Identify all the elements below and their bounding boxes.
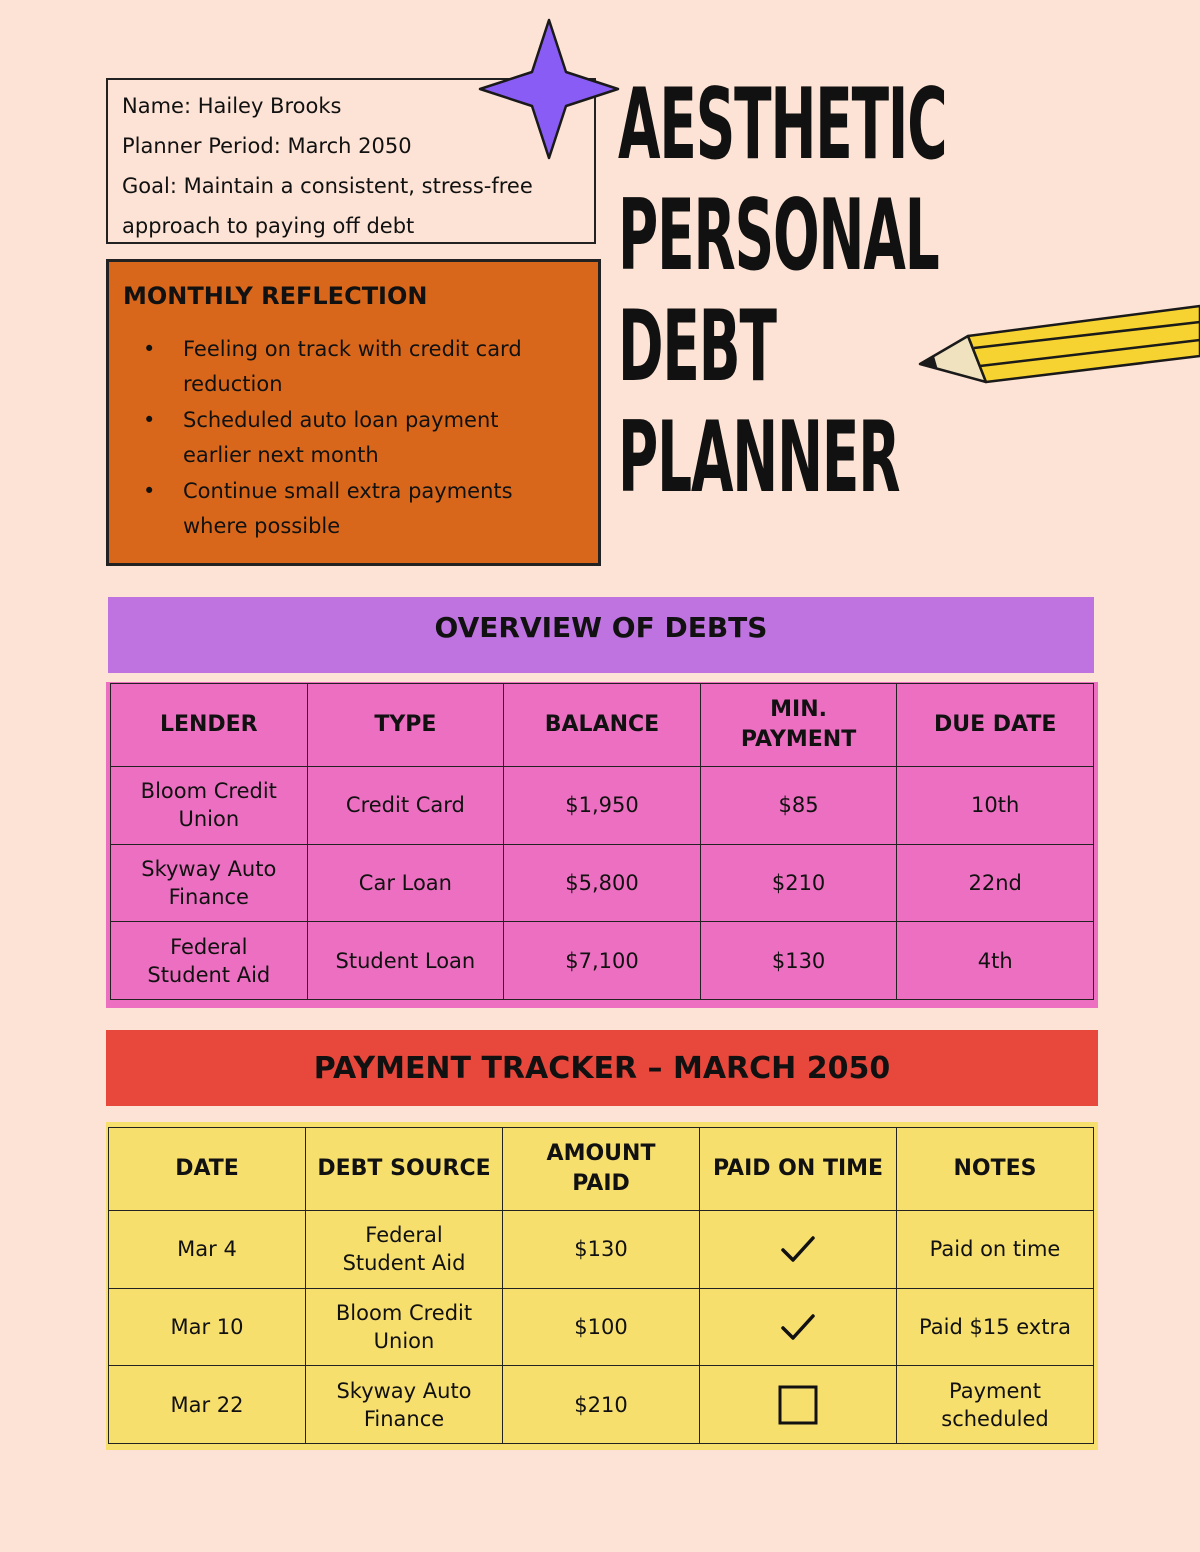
cell-notes-line-1: Paid on time [929,1237,1061,1262]
cell-paid-on-time [700,1366,897,1444]
cell-notes [897,1288,1094,1366]
cell-due-date: 10th [897,767,1094,845]
cell-source-line-2: Finance [363,1406,445,1431]
table-row [111,844,1094,922]
cell-balance: $1,950 [504,767,701,845]
title-line-1: AESTHETIC [618,68,947,182]
cell-source-line-1: Bloom Credit [335,1301,473,1326]
reflection-item [123,403,584,473]
cell-notes [897,1211,1094,1289]
pencil-icon [916,300,1200,392]
header-lender: LENDER [111,684,308,767]
header-type: TYPE [307,684,504,767]
cell-type: Credit Card [307,767,504,845]
planner-goal-line-2: approach to paying off debt [122,214,415,238]
cell-debt-source [306,1211,503,1289]
cell-notes-line-1: Paid $15 extra [919,1315,1071,1340]
cell-balance: $5,800 [504,844,701,922]
cell-source-line-1: Skyway Auto [336,1378,472,1403]
table-header-row [109,1128,1094,1211]
cell-source-line-2: Student Aid [342,1251,466,1276]
empty-checkbox-icon [706,1385,890,1425]
cell-debt-source [306,1366,503,1444]
bullet: • [143,479,156,503]
header-amount-paid [503,1128,700,1211]
cell-date: Mar 4 [109,1211,306,1289]
header-amount-line-1: AMOUNT [546,1141,656,1167]
table-row [109,1288,1094,1366]
cell-notes-line-2: scheduled [941,1406,1049,1431]
cell-due-date: 4th [897,922,1094,1000]
header-balance: BALANCE [504,684,701,767]
cell-amount: $210 [503,1366,700,1444]
checkmark-icon [706,1232,890,1266]
cell-lender-line-1: Federal [170,934,248,959]
reflection-item [123,332,584,402]
title-line-2: PERSONAL [618,179,939,293]
cell-lender [111,844,308,922]
cell-type: Student Loan [307,922,504,1000]
reflection-item-line-1: Scheduled auto loan payment [183,408,499,432]
reflection-item-line-1: Feeling on track with credit card [183,337,522,361]
four-point-star-icon [478,18,620,160]
cell-lender-line-2: Finance [168,885,249,910]
header-min-payment-line-1: MIN. [770,697,827,723]
reflection-item-line-2: where possible [183,514,341,538]
table-row [109,1366,1094,1444]
reflection-item-line-2: reduction [183,372,283,396]
tracker-heading: PAYMENT TRACKER – MARCH 2050 [313,1050,891,1086]
cell-min-payment: $210 [700,844,897,922]
planner-period: Planner Period: March 2050 [122,134,412,158]
payment-tracker-table [108,1127,1094,1444]
cell-lender [111,767,308,845]
cell-amount: $100 [503,1288,700,1366]
cell-lender-line-1: Skyway Auto [141,857,277,882]
table-row [111,922,1094,1000]
cell-notes-line-1: Payment [949,1378,1041,1403]
cell-min-payment: $85 [700,767,897,845]
cell-amount: $130 [503,1211,700,1289]
page-title [618,70,946,514]
cell-source-line-1: Federal [365,1223,443,1248]
cell-min-payment: $130 [700,922,897,1000]
cell-lender-line-2: Student Aid [147,962,271,987]
reflection-item-line-1: Continue small extra payments [183,479,513,503]
title-line-3: DEBT [618,290,776,404]
header-paid-on-time: PAID ON TIME [700,1128,897,1211]
header-due-date: DUE DATE [897,684,1094,767]
header-notes: NOTES [897,1128,1094,1211]
cell-balance: $7,100 [504,922,701,1000]
reflection-item [123,474,584,544]
cell-date: Mar 10 [109,1288,306,1366]
cell-paid-on-time [700,1211,897,1289]
table-header-row [111,684,1094,767]
monthly-reflection-heading: MONTHLY REFLECTION [123,282,428,310]
monthly-reflection-panel [106,259,601,566]
cell-notes [897,1366,1094,1444]
cell-lender-line-2: Union [178,807,240,832]
overview-heading: OVERVIEW OF DEBTS [434,610,768,644]
debts-table [110,683,1094,1000]
cell-source-line-2: Union [373,1329,435,1354]
planner-goal-line-1: Goal: Maintain a consistent, stress-free [122,174,533,198]
payment-tracker-banner [106,1030,1098,1106]
overview-of-debts-banner [108,597,1094,673]
reflection-item-line-2: earlier next month [183,443,379,467]
header-debt-source: DEBT SOURCE [306,1128,503,1211]
header-amount-line-2: PAID [572,1171,630,1197]
bullet: • [143,337,156,361]
cell-lender [111,922,308,1000]
cell-lender-line-1: Bloom Credit [140,779,277,804]
cell-type: Car Loan [307,844,504,922]
cell-due-date: 22nd [897,844,1094,922]
planner-name: Name: Hailey Brooks [122,94,342,118]
bullet: • [143,408,156,432]
title-line-4: PLANNER [618,401,900,515]
table-row [109,1211,1094,1289]
table-row [111,767,1094,845]
checkmark-icon [706,1310,890,1344]
header-min-payment-line-2: PAYMENT [740,727,857,753]
header-date: DATE [109,1128,306,1211]
cell-debt-source [306,1288,503,1366]
cell-paid-on-time [700,1288,897,1366]
reflection-list [123,332,584,544]
header-min-payment [700,684,897,767]
cell-date: Mar 22 [109,1366,306,1444]
payment-tracker-container [106,1122,1098,1450]
debts-table-container [106,682,1098,1008]
